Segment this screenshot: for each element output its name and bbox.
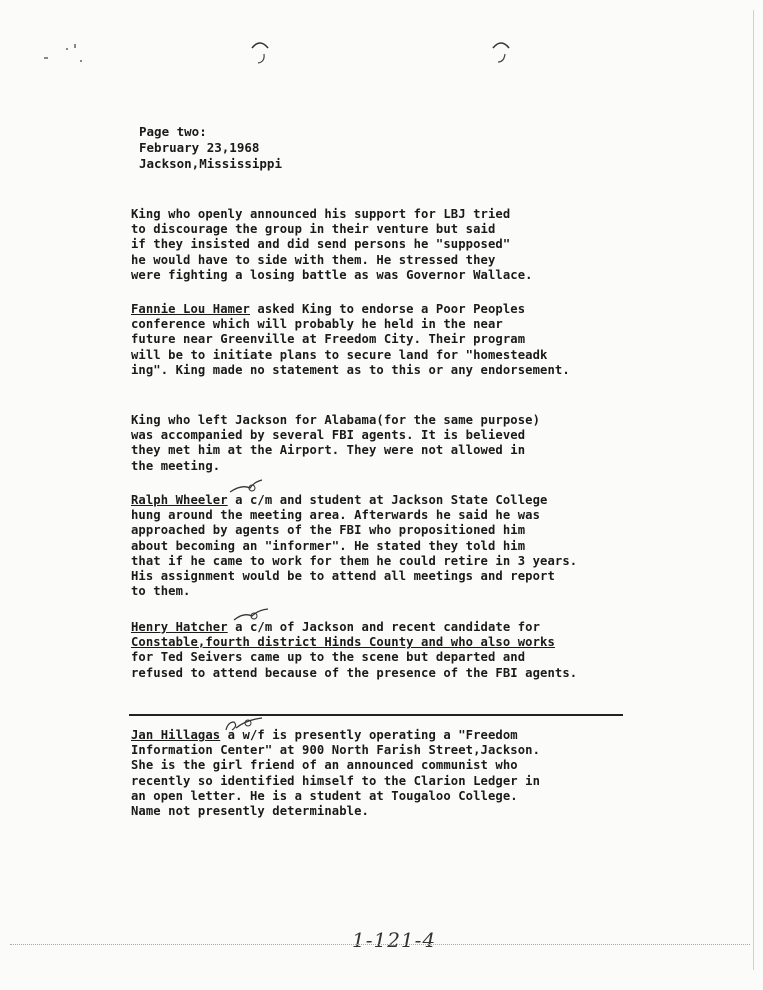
text-line: King who openly announced his support for LBJ tried bbox=[131, 207, 511, 221]
text-line-rest: a c/m of Jackson and recent candidate for bbox=[227, 620, 541, 634]
text-line: conference which will probably he held in the near bbox=[131, 317, 503, 332]
scan-speck bbox=[80, 60, 82, 62]
paragraph-hamer bbox=[131, 302, 646, 378]
text-line: refused to attend because of the presence of the FBI agents. bbox=[131, 665, 578, 680]
text-line: recently so identified himself to the Clarion Ledger in bbox=[131, 773, 541, 788]
scan-edge-line bbox=[753, 10, 754, 970]
person-name: Henry Hatcher bbox=[131, 620, 228, 634]
horizontal-rule bbox=[129, 714, 623, 716]
text-line: Information Center" at 900 North Farish Street,Jackson. bbox=[131, 743, 541, 758]
text-line: hung around the meeting area. Afterwards he said he was bbox=[131, 508, 541, 523]
location-line: Jackson,Mississippi bbox=[139, 156, 282, 171]
text-line: he would have to side with them. He stressed they bbox=[131, 252, 496, 267]
text-line: future near Greenville at Freedom City. Their program bbox=[131, 332, 526, 347]
text-line: She is the girl friend of an announced communist who bbox=[131, 758, 518, 773]
text-line: that if he came to work for them he could retire in 3 years. bbox=[131, 553, 578, 568]
text-line bbox=[131, 728, 646, 743]
text-line bbox=[131, 493, 646, 508]
paragraph-king-alabama bbox=[131, 413, 646, 474]
paragraph-wheeler bbox=[131, 493, 646, 599]
paragraph-hillagas bbox=[131, 728, 646, 819]
text-line: King who left Jackson for Alabama(for the same purpose) bbox=[131, 413, 541, 427]
person-name: Ralph Wheeler bbox=[131, 493, 228, 507]
text-line: if they insisted and did send persons he "supposed" bbox=[131, 237, 511, 252]
scan-speck bbox=[74, 44, 76, 48]
page-header bbox=[139, 124, 282, 172]
text-line: approached by agents of the FBI who propositioned him bbox=[131, 523, 526, 538]
page-number: 1-121-4 bbox=[352, 928, 437, 952]
text-line: an open letter. He is a student at Tougaloo College. bbox=[131, 788, 518, 803]
text-line: for Ted Seivers came up to the scene but departed and bbox=[131, 650, 526, 665]
text-line: will be to initiate plans to secure land for "homesteadk bbox=[131, 347, 548, 362]
text-line-rest: a w/f is presently operating a "Freedom bbox=[220, 728, 518, 742]
scan-speck bbox=[66, 48, 68, 50]
punch-hole-left bbox=[249, 40, 271, 66]
text-line: Name not presently determinable. bbox=[131, 804, 369, 819]
text-line: His assignment would be to attend all meetings and report bbox=[131, 569, 555, 584]
scan-bottom-edge bbox=[10, 944, 750, 946]
text-line: about becoming an "informer". He stated they told him bbox=[131, 538, 526, 553]
punch-hole-right bbox=[490, 40, 512, 66]
text-line: Constable,fourth district Hinds County and who also works bbox=[131, 635, 555, 650]
text-line: ing". King made no statement as to this or any endorsement. bbox=[131, 362, 570, 377]
text-line: to them. bbox=[131, 584, 191, 599]
person-name: Fannie Lou Hamer bbox=[131, 302, 250, 316]
scan-speck bbox=[44, 57, 48, 59]
text-line bbox=[131, 620, 646, 635]
text-line-rest: a c/m and student at Jackson State College bbox=[227, 493, 548, 507]
page-label: Page two: bbox=[139, 124, 207, 139]
text-line: to discourage the group in their venture but said bbox=[131, 222, 496, 237]
text-line bbox=[131, 302, 646, 317]
paragraph-hatcher bbox=[131, 620, 646, 681]
text-line: they met him at the Airport. They were not allowed in bbox=[131, 443, 526, 458]
text-line: was accompanied by several FBI agents. It is believed bbox=[131, 428, 526, 443]
text-line-rest: asked King to endorse a Poor Peoples bbox=[250, 302, 526, 316]
paragraph-king-lbj bbox=[131, 207, 646, 283]
person-name: Jan Hillagas bbox=[131, 728, 221, 742]
text-line: the meeting. bbox=[131, 458, 221, 473]
date-line: February 23,1968 bbox=[139, 140, 260, 155]
text-line: were fighting a losing battle as was Governor Wallace. bbox=[131, 267, 533, 282]
